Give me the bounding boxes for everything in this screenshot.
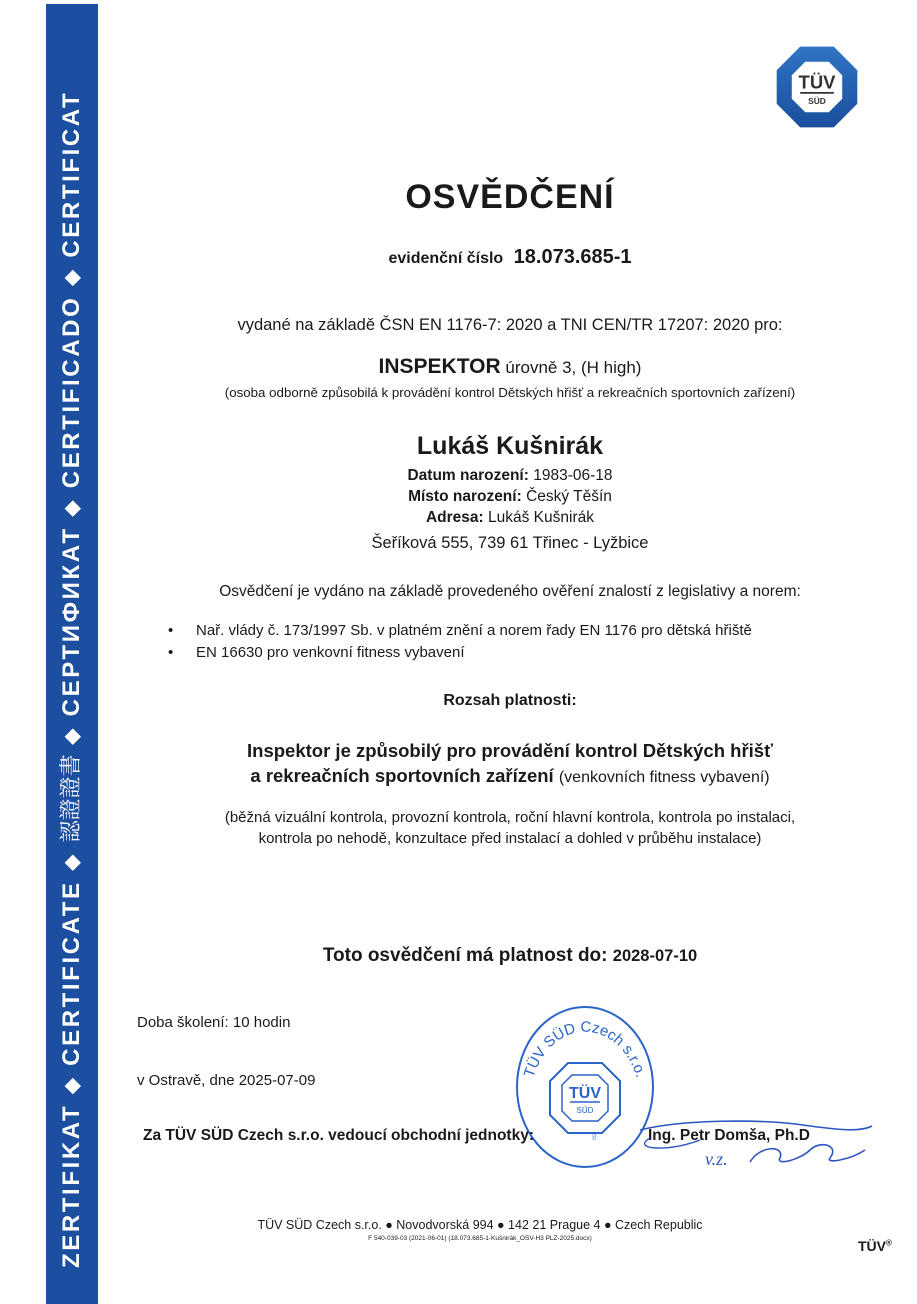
footer-brand-text: TÜV [858,1238,886,1254]
logo-tuv-text: TÜV [798,71,836,93]
norms-list [168,620,752,664]
issuance-basis: vydané na základě ČSN EN 1176-7: 2020 a TNI CEN/TR 17207: 2020 pro: [237,316,783,334]
role-title: INSPEKTOR [378,355,501,378]
role-description: (osoba odborně způsobilá k provádění kontrol Dětských hřišť a rekreačních sportovních zařízení) [224,385,796,400]
list-item [168,620,752,642]
validity-date: 2028-07-10 [612,947,698,965]
list-item [168,642,752,664]
birth-place [130,488,890,506]
footer-address: TÜV SÜD Czech s.r.o. ● Novodvorská 994 ● 142 21 Prague 4 ● Czech Republic [257,1218,703,1232]
role-level: úrovně 3, (H high) [505,358,642,377]
registration-number [130,246,890,269]
checks-line-2: kontrola po nehodě, konzultace před instalací a dohled v průběhu instalace) [258,830,762,847]
birth-date-value: 1983-06-18 [533,467,613,484]
registration-label: evidenční číslo [388,250,504,267]
signer-name: Ing. Petr Domša, Ph.D [648,1127,810,1144]
address [130,509,890,527]
birth-date [130,467,890,485]
address-name: Lukáš Kušnirák [488,509,594,526]
scope-line-2: a rekreačních sportovních zařízení [250,765,554,786]
training-duration: Doba školení: 10 hodin [137,1014,291,1031]
bullet-icon: • [168,622,174,639]
address-label: Adresa: [425,509,484,526]
footer-form-code: F 540-039-03 (2021-06-01) (18.073.685-1-Kušnirák_OSV-H3 PLZ-2025.docx) [368,1235,592,1242]
stamp-tuv-text: TÜV [569,1085,601,1102]
birth-place-label: Místo narození: [408,488,522,505]
band-segment-cjk: 認證證書 [59,754,84,843]
scope-line-1: Inspektor je způsobilý pro provádění kontrol Dětských hřišť [247,740,773,761]
scope-heading: Rozsah platnosti: [443,692,577,709]
band-segment-zertifikat: ZERTIFIKAT [58,1103,85,1268]
birth-date-label: Datum narození: [407,467,529,484]
stamp-number: 8 [592,1133,597,1142]
diamond-icon: ◆ [61,852,83,871]
band-segment-certificat: CERTIFICAT [58,90,85,258]
handwritten-signature-icon [610,1110,880,1170]
registered-mark: ® [886,1238,892,1248]
logo-sud-text: SÜD [808,95,826,106]
band-segment-sertifikat: СЕРТИФИКАТ [58,526,85,717]
checks-line-1: (běžná vizuální kontrola, provozní kontrola, roční hlavní kontrola, kontrola po instalaci, [224,809,796,826]
diamond-icon: ◆ [61,267,83,286]
role [130,355,890,379]
bullet-icon: • [168,644,174,661]
norm-text: EN 16630 pro venkovní fitness vybavení [196,644,465,661]
scope-statement [130,738,890,790]
stamp-sud-text: SÜD [576,1106,594,1115]
scope-line-2-note: (venkovních fitness vybavení) [558,769,770,786]
signature-vz-text: v.z. [705,1149,728,1169]
birth-place-value: Český Těšín [526,488,612,505]
scope-checks [130,807,890,849]
band-segment-certificado: CERTIFICADO [58,295,85,489]
certificate-title: OSVĚDČENÍ [405,178,615,216]
validity [130,945,890,967]
norm-text: Nař. vlády č. 173/1997 Sb. v platném znění a norem řady EN 1176 pro dětská hřiště [196,622,752,639]
side-band-text [57,91,87,1268]
holder-name: Lukáš Kušnirák [416,432,604,460]
address-line: Šeříková 555, 739 61 Třinec - Lyžbice [371,534,649,552]
validity-label: Toto osvědčení má platnost do: [322,945,608,966]
issue-place-date: v Ostravě, dne 2025-07-09 [137,1072,316,1089]
registration-value: 18.073.685-1 [513,246,632,268]
diamond-icon: ◆ [61,726,83,745]
footer-tuv-brand [858,1238,892,1254]
stamp-ring-text: TÜV SÜD Czech s.r.o. [520,1018,650,1080]
verification-statement: Osvědčení je vydáno na základě provedeného ověření znalostí z legislativy a norem: [219,583,801,600]
tuv-sud-logo-icon [775,45,859,129]
diamond-icon: ◆ [61,498,83,517]
signer-label: Za TÜV SÜD Czech s.r.o. vedoucí obchodní jednotky: [143,1127,534,1144]
diamond-icon: ◆ [61,1075,83,1094]
band-segment-certificate: CERTIFICATE [58,880,85,1066]
